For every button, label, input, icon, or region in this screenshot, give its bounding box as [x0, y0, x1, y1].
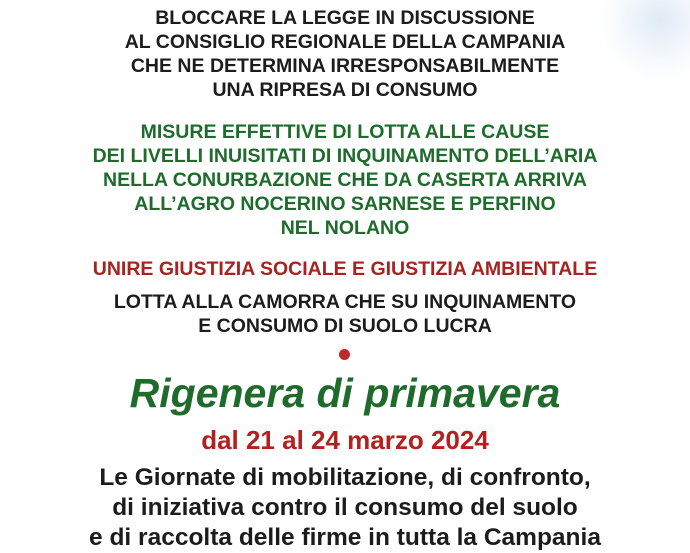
demand-block-giustizia	[0, 257, 690, 281]
demand-line: UNA RIPRESA DI CONSUMO	[212, 79, 478, 101]
demand-line: E CONSUMO DI SUOLO LUCRA	[198, 315, 492, 337]
event-description	[0, 463, 690, 553]
demand-line: ALL’AGRO NOCERINO SARNESE E PERFINO	[134, 193, 556, 215]
demand-block-inquinamento	[0, 120, 690, 240]
demand-line: NELLA CONURBAZIONE CHE DA CASERTA ARRIVA	[103, 169, 587, 191]
demand-line: NEL NOLANO	[280, 217, 410, 239]
demand-line: LOTTA ALLA CAMORRA CHE SU INQUINAMENTO	[113, 291, 577, 313]
demand-line: MISURE EFFETTIVE DI LOTTA ALLE CAUSE	[140, 121, 550, 143]
description-line: di iniziativa contro il consumo del suolo	[112, 494, 578, 521]
demand-line: BLOCCARE LA LEGGE IN DISCUSSIONE	[155, 7, 535, 29]
description-line: Le Giornate di mobilitazione, di confronto,	[99, 464, 591, 491]
event-dates: dal 21 al 24 marzo 2024	[201, 425, 489, 455]
description-line: e di raccolta delle firme in tutta la Campania	[89, 524, 601, 551]
demand-block-camorra	[0, 290, 690, 338]
red-dot-separator	[339, 349, 350, 360]
event-title: Rigenera di primavera	[129, 370, 561, 416]
demand-line: AL CONSIGLIO REGIONALE DELLA CAMPANIA	[124, 31, 566, 53]
demand-line: UNIRE GIUSTIZIA SOCIALE E GIUSTIZIA AMBIENTALE	[92, 258, 598, 280]
demand-block-legge	[0, 6, 690, 102]
demand-line: CHE NE DETERMINA IRRESPONSABILMENTE	[130, 55, 560, 77]
demand-line: DEI LIVELLI INUISITATI DI INQUINAMENTO DELL’ARIA	[92, 145, 598, 167]
